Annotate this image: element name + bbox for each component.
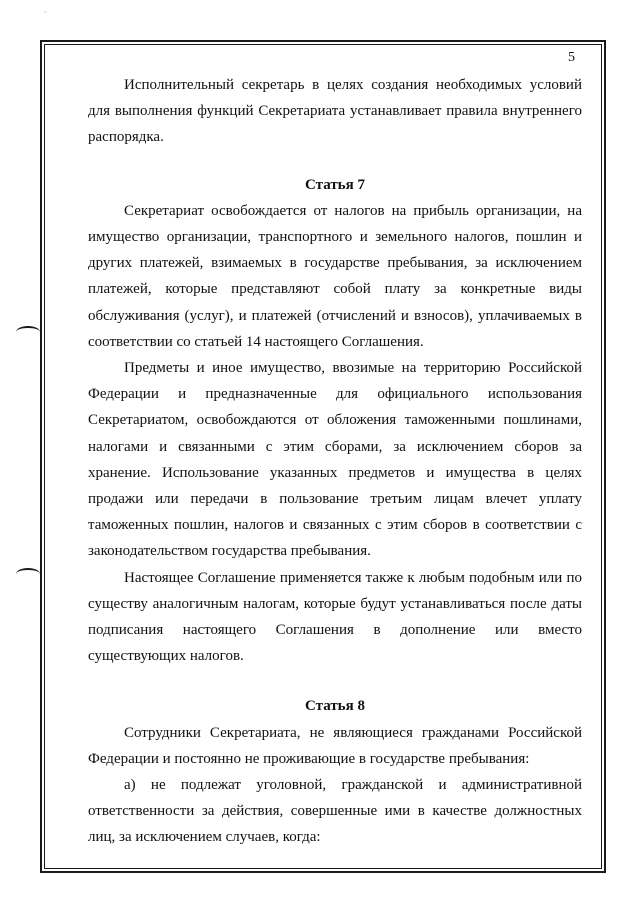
article-7-heading: Статья 7 (305, 176, 365, 193)
document-body (88, 72, 582, 851)
intro-paragraph: Исполнительный секретарь в целях создания необходимых условий для выполнения функций Секретариата устанавливает правила внутреннего распорядка. (88, 77, 582, 146)
article-8-paragraph-1: Сотрудники Секретариата, не являющиеся гражданами Российской Федерации и постоянно не проживающие в государстве пребывания: (88, 724, 582, 767)
article-7-paragraph-2: Предметы и иное имущество, ввозимые на территорию Российской Федерации и предназначенные для официального использования Секретариатом, освобождаются от обложения таможенными пошлинами, налогами и связанными с этим сборами, за исключением сборов за хранение. Использование указанных предметов и имущества в целях продажи или передачи в пользование третьим лицам влечет уплату таможенных пошлин, налогов и связанных с этим сборов в соответствии с законодательством государства пребывания. (88, 360, 582, 560)
binding-mark-upper (16, 326, 40, 338)
binding-mark-lower (16, 568, 40, 580)
article-8-paragraph-2: а) не подлежат уголовной, гражданской и административной ответственности за действия, совершенные ими в качестве должностных лиц, за исключением случаев, когда: (88, 777, 582, 846)
scan-mark: ˇ (44, 10, 47, 19)
article-7-paragraph-3: Настоящее Соглашение применяется также к любым подобным или по существу аналогичным налогам, которые будут устанавливаться после даты подписания настоящего Соглашения в дополнение или вместо существующих налогов. (88, 569, 582, 665)
article-8-heading: Статья 8 (305, 698, 365, 715)
page-number: 5 (568, 50, 575, 65)
article-7-paragraph-1: Секретариат освобождается от налогов на прибыль организации, на имущество организации, транспортного и земельного налогов, пошлин и других платежей, взимаемых в государстве пребывания, за исключением платежей, которые представляют собой плату за конкретные виды обслуживания (услуг), и платежей (отчислений и взносов), уплачиваемых в соответствии со статьей 14 настоящего Соглашения. (88, 202, 582, 350)
